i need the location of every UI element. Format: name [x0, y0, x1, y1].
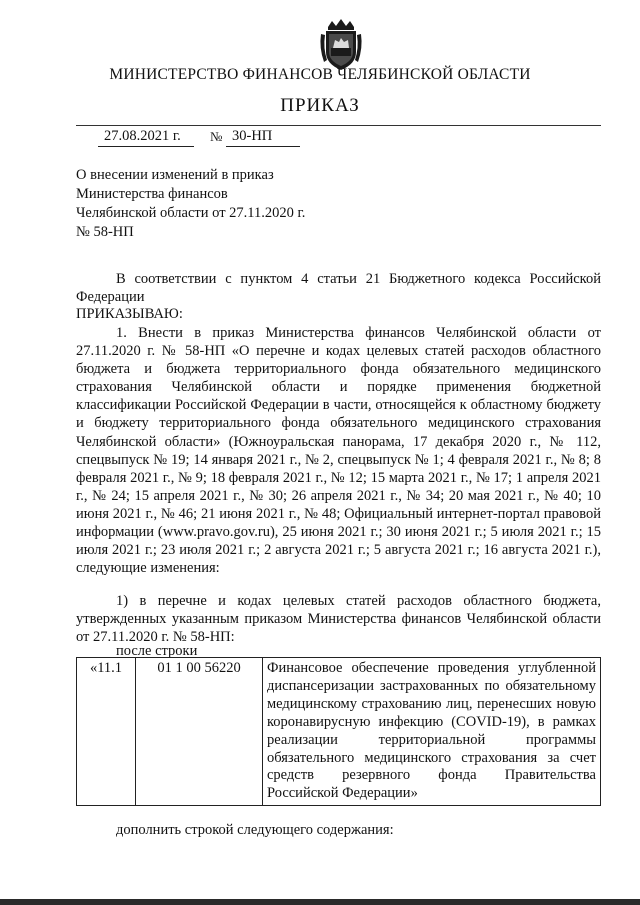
date-underline	[98, 146, 194, 147]
scan-bottom-edge	[0, 899, 640, 905]
table-cell-description: Финансовое обеспечение проведения углубленной диспансеризации застрахованных по обязательному медицинскому страхованию лиц, перенесших новую коронавирусную инфекцию (COVID-19), в рамках реализации территориальной программы обязательного медицинского страхования за счет средств резервного фонда Правительства Российской Федерации»	[263, 658, 601, 806]
date-number-row	[76, 128, 601, 148]
preamble-paragraph: В соответствии с пунктом 4 статьи 21 Бюджетного кодекса Российской Федерации	[76, 271, 601, 305]
order-subject: О внесении изменений в приказ Министерства финансов Челябинской области от 27.11.2020 г. № 58-НП	[76, 167, 306, 240]
table-row	[77, 658, 601, 806]
number-sign: №	[210, 129, 223, 144]
table-cell-code: 01 1 00 56220	[136, 658, 263, 806]
prikazyvayu-heading: ПРИКАЗЫВАЮ:	[76, 306, 183, 322]
header-divider	[76, 125, 601, 126]
order-number: 30-НП	[232, 128, 273, 144]
table-cell-number: «11.1	[77, 658, 136, 806]
after-row-label: после строки	[116, 643, 198, 659]
ministry-name: МИНИСТЕРСТВО ФИНАНСОВ ЧЕЛЯБИНСКОЙ ОБЛАСТИ	[109, 66, 531, 83]
subitem-1-paragraph: 1) в перечне и кодах целевых статей расходов областного бюджета, утвержденных указанным приказом Министерства финансов Челябинской области от 27.11.2020 г. № 58-НП:	[76, 593, 601, 646]
document-type-title: ПРИКАЗ	[280, 95, 360, 116]
coat-of-arms-icon	[318, 18, 364, 72]
order-date: 27.08.2021 г.	[104, 128, 181, 144]
item-1-paragraph: 1. Внести в приказ Министерства финансов Челябинской области от 27.11.2020 г. № 58-НП «О перечне и кодах целевых статей расходов областного бюджета и бюджета территориального фонда обязательного медицинского страхования Челябинской области и порядке применения бюджетной классификации Российской Федерации в части, относящейся к областному бюджету и бюджету территориального фонда обязательного медицинского страхования Челябинской области» (Южноуральская панорама, 17 декабря 2020 г., № 112, спецвыпуск № 19; 14 января 2021 г., № 2, спецвыпуск № 1; 4 февраля 2021 г., № 8; 8 февраля 2021 г., № 9; 18 февраля 2021 г., № 12; 15 марта 2021 г., № 17; 1 апреля 2021 г., № 24; 15 апреля 2021 г., № 30; 26 апреля 2021 г., № 34; 20 мая 2021 г., № 40; 10 июня 2021 г., № 46; 21 июня 2021 г., № 48; Официальный интернет-портал правовой информации (www.pravo.gov.ru), 25 июня 2021 г.; 30 июня 2021 г.; 5 июля 2021 г.; 15 июля 2021 г.; 23 июля 2021 г.; 2 августа 2021 г.; 5 августа 2021 г.; 16 августа 2021 г.), следующие изменения:	[76, 325, 601, 577]
amendment-table	[76, 657, 601, 806]
supplement-label: дополнить строкой следующего содержания:	[116, 822, 394, 838]
number-underline	[226, 146, 300, 147]
